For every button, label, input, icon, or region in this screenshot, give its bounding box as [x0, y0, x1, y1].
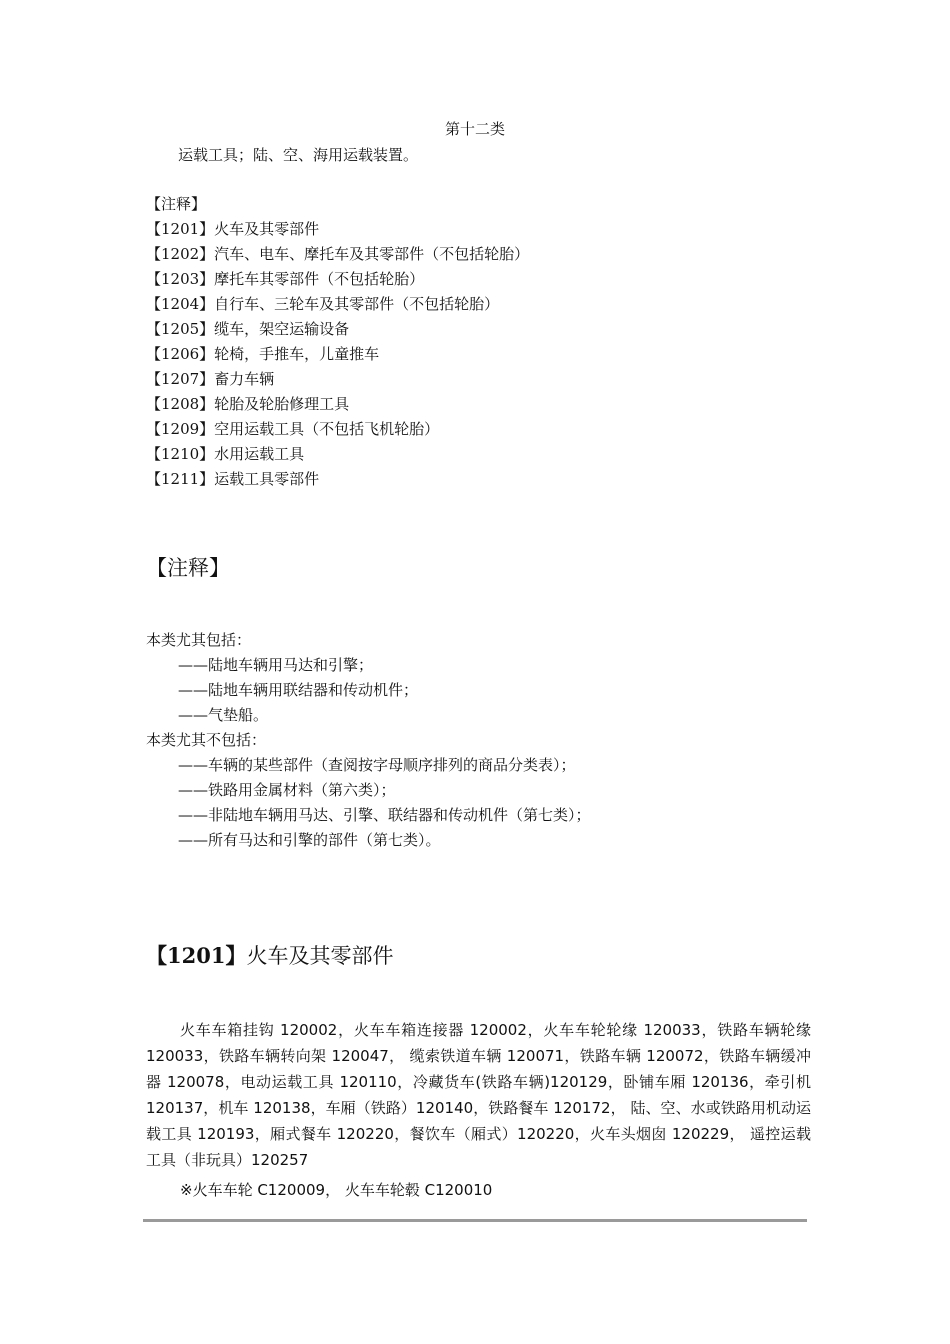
- toc-item-1204[interactable]: 【1204】自行车、三轮车及其零部件（不包括轮胎）: [146, 295, 500, 313]
- include-item: ——陆地车辆用马达和引擎；: [178, 656, 374, 674]
- class-subtitle: 运载工具；陆、空、海用运载装置。: [178, 146, 419, 164]
- toc-item-1205[interactable]: 【1205】缆车，架空运输设备: [146, 320, 350, 338]
- section-1201-paragraph: 火车车箱挂钩 120002，火车车箱连接器 120002，火车车轮轮缘 120033，铁路车辆轮缘 120033，铁路车辆转向架 120047， 缆索铁道车辆 120071，铁路车辆 120072，铁路车辆缓冲器 120078，电动运载工具 120110，冷藏货车(铁路车辆)120129，卧铺车厢 120136，牵引机 120137，机车 120138，车厢（铁路）120140，铁路餐车 120172， 陆、空、水或铁路用机动运载工具 120193，厢式餐车 120220，餐饮车（厢式）120220，火车头烟囱 120229， 遥控运载工具（非玩具）120257: [146, 1021, 811, 1169]
- toc-item-notes[interactable]: 【注释】: [146, 195, 207, 213]
- include-item: ——陆地车辆用联结器和传动机件；: [178, 681, 419, 699]
- toc-item-1203[interactable]: 【1203】摩托车其零部件（不包括轮胎）: [146, 270, 425, 288]
- notes-heading: 【注释】: [146, 556, 230, 580]
- exclude-item: ——所有马达和引擎的部件（第七类）。: [178, 831, 441, 849]
- class-title: 第十二类: [444, 120, 505, 138]
- toc-item-1209[interactable]: 【1209】空用运载工具（不包括飞机轮胎）: [146, 420, 440, 438]
- section-1201-title: 火车及其零部件: [246, 944, 394, 968]
- exclude-item: ——非陆地车辆用马达、引擎、联结器和传动机件（第七类）；: [178, 806, 591, 824]
- exclude-item: ——车辆的某些部件（查阅按字母顺序排列的商品分类表）；: [178, 756, 576, 774]
- toc-item-1202[interactable]: 【1202】汽车、电车、摩托车及其零部件（不包括轮胎）: [146, 245, 530, 263]
- includes-label: 本类尤其包括：: [146, 631, 252, 649]
- toc-item-1207[interactable]: 【1207】畜力车辆: [146, 370, 275, 388]
- section-divider: [143, 1219, 807, 1222]
- section-1201-note: ※火车车轮 C120009， 火车车轮毂 C120010: [180, 1181, 493, 1199]
- toc-item-1208[interactable]: 【1208】轮胎及轮胎修理工具: [146, 395, 350, 413]
- exclude-item: ——铁路用金属材料（第六类）；: [178, 781, 396, 799]
- toc-item-1210[interactable]: 【1210】水用运载工具: [146, 445, 305, 463]
- toc-item-1211[interactable]: 【1211】运载工具零部件: [146, 470, 320, 488]
- section-1201-heading: [146, 940, 393, 970]
- section-1201-code: 【1201】: [146, 943, 247, 968]
- excludes-label: 本类尤其不包括：: [146, 731, 267, 749]
- table-of-contents: [146, 192, 529, 492]
- notes-body: [146, 628, 591, 853]
- include-item: ——气垫船。: [178, 706, 269, 724]
- toc-item-1201[interactable]: 【1201】火车及其零部件: [146, 220, 320, 238]
- toc-item-1206[interactable]: 【1206】轮椅，手推车，儿童推车: [146, 345, 380, 363]
